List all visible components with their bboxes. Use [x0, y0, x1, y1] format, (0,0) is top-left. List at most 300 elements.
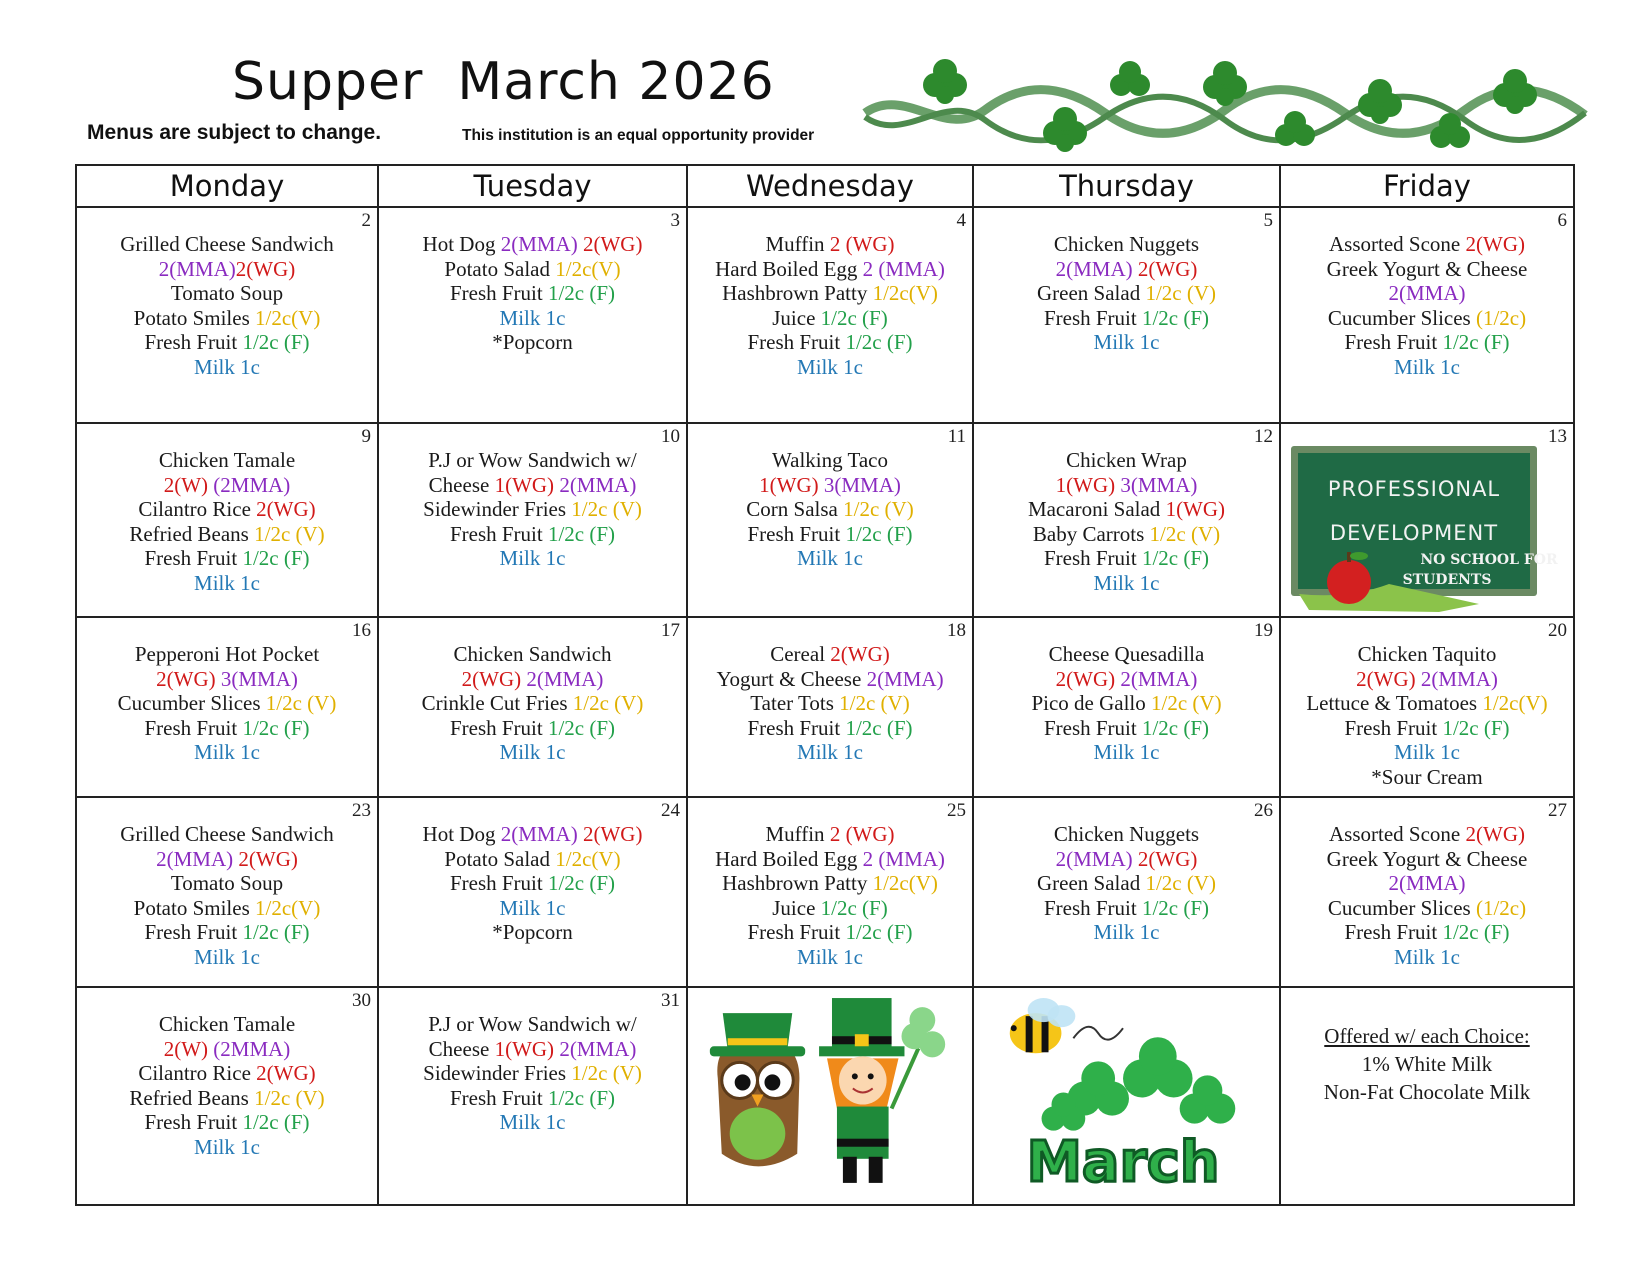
menu-text: 1/2c (F): [547, 1085, 616, 1110]
menu-line: [974, 522, 1279, 547]
menu-text: Pepperoni Hot Pocket: [134, 642, 320, 666]
menu-line: [77, 232, 377, 257]
menu-text: Juice: [772, 305, 821, 330]
menu-text: Lettuce & Tomatoes: [1306, 691, 1483, 715]
menu-text: Milk 1c: [499, 305, 566, 330]
menu-line: [688, 330, 972, 355]
menu-text: Fresh Fruit: [449, 281, 548, 305]
menu-text: 2 (WG): [829, 822, 895, 846]
menu-line: [688, 847, 972, 872]
menu-line: [688, 546, 972, 571]
menu-text: 1/2c (F): [242, 920, 310, 944]
menu-text: Chicken Tamale: [158, 1012, 296, 1036]
menu-text: Milk 1c: [797, 944, 863, 969]
menu-text: Hashbrown Patty: [722, 871, 873, 895]
menu-text: 2(WG): [577, 232, 643, 256]
menu-line: [974, 257, 1279, 282]
date-number: 31: [661, 990, 680, 1011]
menu-line: [77, 497, 377, 522]
menu-text: Fresh Fruit: [747, 920, 846, 944]
menu-line: [77, 330, 377, 355]
menu-text: Cucumber Slices: [1327, 895, 1476, 920]
date-number: 16: [352, 620, 371, 641]
menu-line: [974, 642, 1279, 667]
date-number: 18: [947, 620, 966, 641]
menu-line: [974, 716, 1279, 741]
menu-text: 2(MMA): [156, 846, 234, 871]
day-cell: [973, 207, 1280, 423]
menu-line: [77, 642, 377, 667]
menu-line: [1281, 871, 1573, 896]
menu-text: 2(WG): [1132, 256, 1198, 281]
menu-line: [77, 473, 377, 498]
menu-text: 2(MMA): [1055, 846, 1133, 871]
menu-text: Fresh Fruit: [1344, 715, 1443, 740]
menu-line: [974, 232, 1279, 257]
menu-line: [77, 257, 377, 282]
menu-text: Assorted Scone: [1329, 232, 1466, 256]
menu-line: [1281, 355, 1573, 380]
menu-line: [688, 871, 972, 896]
menu-text: Fresh Fruit: [144, 330, 243, 354]
offered-line-2: Non-Fat Chocolate Milk: [1323, 1080, 1531, 1104]
menu-text: Fresh Fruit: [1344, 920, 1443, 944]
menu-text: Fresh Fruit: [449, 871, 548, 895]
date-number: 19: [1254, 620, 1273, 641]
menu-text: Milk 1c: [194, 740, 260, 764]
menu-text: Cheese Quesadilla: [1048, 642, 1205, 666]
menu-text: 2(WG): [233, 846, 298, 871]
menu-text: Hashbrown Patty: [722, 281, 873, 305]
menu-text: Fresh Fruit: [449, 715, 548, 740]
menu-text: Potato Smiles: [133, 305, 256, 330]
menu-text: Milk 1c: [797, 546, 863, 570]
day-cell: [76, 987, 378, 1205]
menu-text: 2(MMA): [1388, 871, 1466, 895]
menu-text: Milk 1c: [1093, 570, 1160, 595]
menu-text: 2(WG): [256, 1061, 316, 1085]
date-number: 20: [1548, 620, 1567, 641]
menu-line: [688, 920, 972, 945]
day-cell: [378, 617, 687, 797]
day-cell: [687, 797, 973, 987]
menu-text: Potato Smiles: [133, 895, 256, 920]
menu-line: [974, 896, 1279, 921]
menu-text: 1/2c (V): [843, 497, 914, 521]
eop-statement: This institution is an equal opportunity provider: [462, 127, 815, 144]
menu-text: 1/2c (F): [1442, 920, 1510, 944]
menu-text: 1/2c (V): [1149, 521, 1221, 546]
menu-line: [77, 448, 377, 473]
menu-line: [379, 1061, 686, 1086]
menu-line: [688, 945, 972, 970]
menu-text: Fresh Fruit: [1043, 895, 1142, 920]
bee-icon: [1010, 998, 1123, 1053]
day-cell: [973, 797, 1280, 987]
day-cell: [378, 797, 687, 987]
menu-line: [77, 571, 377, 596]
menu-text: Fresh Fruit: [1344, 330, 1443, 354]
menu-line: [379, 822, 686, 847]
menu-line: [688, 355, 972, 380]
day-cell: [378, 423, 687, 617]
menu-text: 1(WG): [1055, 472, 1116, 497]
change-notice: Menus are subject to change.: [87, 121, 382, 144]
menu-text: Cheese: [428, 1036, 495, 1061]
page-title: [232, 52, 775, 112]
menu-text: Fresh Fruit: [747, 521, 846, 546]
menu-text: 1/2c (F): [1442, 715, 1510, 740]
menu-text: *Sour Cream: [1371, 764, 1483, 789]
date-number: 13: [1548, 426, 1567, 447]
menu-line: [379, 871, 686, 896]
menu-text: 1/2c (F): [547, 715, 616, 740]
shamrock-vine-icon: [865, 55, 1600, 165]
menu-text: 2 (MMA): [862, 256, 945, 281]
menu-text: Cheese: [428, 472, 495, 497]
menu-line: [77, 281, 377, 306]
menu-text: Milk 1c: [499, 895, 566, 920]
menu-line: [379, 896, 686, 921]
menu-line: [1281, 716, 1573, 741]
pd-line3: NO SCHOOL FOR: [1420, 552, 1558, 568]
menu-text: 1(WG): [494, 1036, 555, 1061]
title-month: March 2026: [457, 52, 775, 112]
menu-text: 1(WG): [759, 472, 819, 497]
menu-text: Chicken Sandwich: [453, 642, 612, 666]
menu-text: Potato Salad: [444, 256, 556, 281]
date-number: 30: [352, 990, 371, 1011]
menu-text: Fresh Fruit: [1043, 305, 1142, 330]
menu-text: 1/2c (F): [547, 281, 616, 305]
menu-line: [1281, 281, 1573, 306]
menu-text: 1/2c (F): [242, 1110, 310, 1134]
menu-text: Fresh Fruit: [747, 715, 846, 740]
menu-line: [974, 822, 1279, 847]
menu-line: [77, 546, 377, 571]
menu-line: [77, 945, 377, 970]
menu-text: Milk 1c: [194, 354, 260, 379]
day-header-thursday: Thursday: [973, 165, 1280, 207]
menu-line: [77, 1061, 377, 1086]
menu-text: Sidewinder Fries: [423, 497, 572, 521]
date-number: 9: [361, 426, 371, 447]
menu-text: Crinkle Cut Fries: [421, 691, 573, 715]
menu-text: Milk 1c: [1093, 920, 1160, 944]
day-cell: [973, 423, 1280, 617]
menu-line: [77, 822, 377, 847]
menu-text: Cilantro Rice: [138, 497, 257, 521]
menu-text: 1/2c (V): [1151, 691, 1222, 715]
menu-line: [1281, 847, 1573, 872]
day-cell: [687, 423, 973, 617]
menu-text: Cucumber Slices: [1327, 305, 1476, 330]
menu-text: 1/2c(V): [255, 895, 321, 920]
menu-text: Milk 1c: [797, 354, 863, 379]
menu-text: 2(MMA): [500, 822, 578, 846]
menu-text: 2(MMA): [500, 232, 578, 256]
menu-line: [379, 920, 686, 945]
menu-text: 1/2c (F): [547, 871, 616, 895]
menu-line: [688, 642, 972, 667]
menu-text: Fresh Fruit: [144, 546, 243, 570]
day-cell: [1280, 617, 1574, 797]
date-number: 24: [661, 800, 680, 821]
menu-text: Baby Carrots: [1032, 521, 1150, 546]
menu-text: Cereal: [770, 642, 831, 666]
menu-text: Fresh Fruit: [747, 330, 846, 354]
date-number: 3: [670, 210, 680, 231]
menu-text: 1/2c (V): [839, 691, 910, 715]
menu-text: 1/2c (F): [1442, 330, 1510, 354]
menu-text: 2(W): [163, 1036, 214, 1061]
menu-text: 2(MMA): [158, 256, 236, 281]
menu-line: [77, 306, 377, 331]
menu-text: Chicken Tamale: [158, 448, 296, 472]
day-cell: [378, 207, 687, 423]
menu-text: Hot Dog: [422, 822, 501, 846]
menu-text: Pico de Gallo: [1031, 691, 1151, 715]
menu-text: 3(MMA): [215, 666, 298, 691]
menu-text: Tater Tots: [750, 691, 840, 715]
menu-line: [379, 330, 686, 355]
menu-text: 1/2c (F): [845, 521, 913, 546]
menu-line: [1281, 945, 1573, 970]
menu-text: Assorted Scone: [1329, 822, 1466, 846]
menu-text: *Popcorn: [492, 920, 573, 944]
shamrock-icon: [1042, 1037, 1236, 1130]
menu-text: P.J or Wow Sandwich w/: [428, 448, 637, 472]
menu-line: [379, 232, 686, 257]
day-cell: [1280, 423, 1574, 617]
menu-text: Grilled Cheese Sandwich: [120, 232, 334, 256]
menu-text: Chicken Nuggets: [1053, 232, 1200, 256]
date-number: 4: [956, 210, 966, 231]
menu-line: [688, 740, 972, 765]
menu-line: [974, 571, 1279, 596]
menu-text: Potato Salad: [444, 846, 556, 871]
day-cell: [76, 797, 378, 987]
menu-text: 1/2c (F): [242, 330, 310, 354]
menu-text: Chicken Wrap: [1066, 448, 1187, 472]
menu-line: [688, 232, 972, 257]
menu-line: [77, 522, 377, 547]
menu-text: 2(WG): [1132, 846, 1198, 871]
menu-text: (1/2c): [1475, 895, 1527, 920]
menu-line: [688, 716, 972, 741]
menu-text: 1/2c(V): [1482, 691, 1548, 715]
menu-text: Milk 1c: [499, 740, 566, 764]
menu-line: [379, 1037, 686, 1062]
menu-text: 1/2c (F): [242, 715, 310, 740]
menu-text: Milk 1c: [194, 944, 260, 969]
menu-line: [379, 1110, 686, 1135]
day-cell: [378, 987, 687, 1205]
menu-line: [974, 306, 1279, 331]
menu-text: Greek Yogurt & Cheese: [1326, 846, 1528, 871]
menu-line: [974, 497, 1279, 522]
menu-text: Cucumber Slices: [117, 691, 266, 715]
menu-text: P.J or Wow Sandwich w/: [428, 1012, 637, 1036]
menu-calendar: [75, 164, 1575, 1206]
menu-line: [974, 667, 1279, 692]
menu-text: Milk 1c: [1394, 740, 1460, 764]
menu-text: 1/2c (F): [845, 330, 913, 354]
menu-text: 1/2c(V): [872, 281, 938, 305]
date-number: 6: [1557, 210, 1567, 231]
menu-line: [1281, 920, 1573, 945]
day-cell: [76, 207, 378, 423]
menu-text: Chicken Nuggets: [1053, 822, 1200, 846]
menu-line: [77, 1037, 377, 1062]
menu-line: [974, 871, 1279, 896]
menu-text: Chicken Taquito: [1357, 642, 1497, 666]
menu-line: [974, 281, 1279, 306]
day-header-monday: Monday: [76, 165, 378, 207]
menu-line: [1281, 257, 1573, 282]
date-number: 10: [661, 426, 680, 447]
menu-text: Milk 1c: [1093, 330, 1160, 354]
menu-text: 1/2c (F): [845, 715, 913, 740]
menu-line: [379, 473, 686, 498]
menu-text: 1/2c(V): [555, 256, 621, 281]
decor-cell: [687, 987, 973, 1205]
menu-text: Green Salad: [1036, 281, 1146, 305]
pd-line1: PROFESSIONAL: [1327, 477, 1501, 501]
menu-text: 1/2c (V): [1145, 281, 1217, 305]
menu-line: [688, 473, 972, 498]
menu-text: Milk 1c: [194, 570, 260, 595]
day-cell: [1280, 207, 1574, 423]
menu-text: 1/2c (V): [265, 691, 337, 715]
menu-line: [77, 920, 377, 945]
menu-text: Milk 1c: [499, 546, 566, 570]
menu-text: Milk 1c: [499, 1110, 566, 1134]
menu-line: [974, 546, 1279, 571]
menu-line: [379, 642, 686, 667]
menu-text: 2(MMA): [1388, 281, 1466, 305]
day-cell: [76, 617, 378, 797]
menu-text: 3(MMA): [1115, 472, 1198, 497]
menu-line: [974, 920, 1279, 945]
menu-line: [688, 667, 972, 692]
menu-line: [1281, 691, 1573, 716]
menu-text: 2(WG): [1465, 232, 1525, 256]
menu-text: 1/2c (F): [1141, 715, 1210, 740]
menu-text: 1/2c (F): [242, 546, 310, 570]
menu-text: 2(WG): [1465, 822, 1525, 846]
menu-line: [379, 716, 686, 741]
march-art-word: March: [1026, 1129, 1220, 1195]
menu-line: [77, 871, 377, 896]
menu-line: [688, 896, 972, 921]
menu-line: [379, 448, 686, 473]
menu-text: Fresh Fruit: [144, 1110, 243, 1134]
menu-line: [1281, 330, 1573, 355]
menu-text: Sidewinder Fries: [423, 1061, 572, 1085]
menu-text: Hard Boiled Egg: [715, 846, 863, 871]
menu-text: Grilled Cheese Sandwich: [120, 822, 334, 846]
menu-text: Milk 1c: [1093, 740, 1160, 764]
menu-line: [77, 355, 377, 380]
menu-line: [688, 822, 972, 847]
chalkboard-icon: [1289, 444, 1558, 612]
menu-text: 1/2c(V): [255, 305, 321, 330]
menu-line: [77, 1086, 377, 1111]
pd-line2: DEVELOPMENT: [1329, 521, 1499, 545]
date-number: 12: [1254, 426, 1273, 447]
decor-cell: [973, 987, 1280, 1205]
menu-line: [688, 522, 972, 547]
menu-text: Hard Boiled Egg: [715, 256, 863, 281]
menu-text: Milk 1c: [1394, 944, 1460, 969]
menu-text: (2MMA): [213, 472, 291, 497]
menu-text: 2(WG): [156, 666, 216, 691]
menu-text: Corn Salsa: [746, 497, 844, 521]
date-number: 11: [947, 426, 966, 447]
menu-text: (1/2c): [1475, 305, 1527, 330]
date-number: 26: [1254, 800, 1273, 821]
menu-line: [1281, 740, 1573, 765]
menu-text: Milk 1c: [194, 1134, 260, 1159]
menu-line: [1281, 232, 1573, 257]
menu-text: 2 (MMA): [862, 846, 945, 871]
date-number: 5: [1263, 210, 1273, 231]
menu-text: Fresh Fruit: [144, 715, 243, 740]
menu-text: Tomato Soup: [170, 871, 284, 895]
menu-text: 1/2c (F): [845, 920, 913, 944]
menu-line: [688, 257, 972, 282]
menu-text: 1(WG): [1165, 497, 1226, 521]
menu-line: [379, 546, 686, 571]
menu-text: Yogurt & Cheese: [716, 666, 867, 691]
menu-text: 2(MMA): [1415, 666, 1498, 691]
menu-line: [77, 691, 377, 716]
menu-text: Tomato Soup: [170, 281, 284, 305]
menu-text: 1/2c (V): [1145, 871, 1217, 895]
menu-text: 1/2c (F): [547, 521, 616, 546]
menu-line: [974, 330, 1279, 355]
menu-line: [77, 1012, 377, 1037]
offered-heading: Offered w/ each Choice:: [1324, 1024, 1530, 1048]
menu-line: [379, 281, 686, 306]
date-number: 2: [361, 210, 371, 231]
menu-text: Fresh Fruit: [449, 521, 548, 546]
menu-text: 2(MMA): [554, 472, 637, 497]
menu-line: [379, 306, 686, 331]
day-header-wednesday: Wednesday: [687, 165, 973, 207]
menu-text: 1/2c (V): [254, 521, 325, 546]
leprechaun-icon: [819, 998, 945, 1183]
menu-line: [1281, 765, 1573, 790]
menu-line: [77, 740, 377, 765]
menu-text: Refried Beans: [129, 521, 255, 546]
menu-text: Walking Taco: [771, 448, 888, 472]
menu-line: [379, 691, 686, 716]
menu-text: 2(WG): [830, 642, 890, 666]
menu-text: *Popcorn: [492, 330, 573, 354]
title-word: Supper: [232, 52, 424, 112]
menu-text: 2(WG): [1055, 666, 1116, 691]
menu-text: Macaroni Salad: [1027, 497, 1166, 521]
offered-line-1: 1% White Milk: [1361, 1052, 1493, 1076]
menu-text: 1/2c(V): [555, 846, 621, 871]
menu-line: [379, 497, 686, 522]
menu-text: 3(MMA): [818, 472, 901, 497]
date-number: 23: [352, 800, 371, 821]
menu-text: 1(WG): [494, 472, 555, 497]
clipart-owl-leprechaun: [688, 988, 972, 1204]
